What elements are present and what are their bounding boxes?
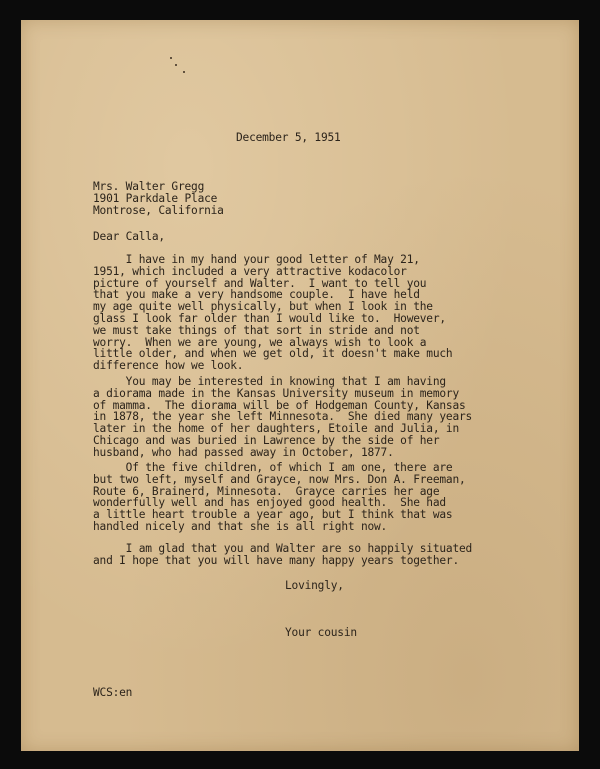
closing: Lovingly, <box>285 579 344 592</box>
body-paragraph <box>93 543 472 567</box>
body-line: we must take things of that sort in stride and not <box>93 323 420 337</box>
body-line: Chicago and was buried in Lawrence by the side of her <box>93 433 440 447</box>
body-paragraph <box>93 462 466 533</box>
body-line: handled nicely and that she is all right now. <box>93 519 388 533</box>
body-line: and I hope that you will have many happy years together. <box>93 553 459 567</box>
body-paragraph <box>93 254 452 372</box>
body-line: little older, and when we get old, it doesn't make much <box>93 347 453 361</box>
body-line: wonderfully well and has enjoyed good health. She had <box>93 496 446 510</box>
body-line: my age quite well physically, but when I look in the <box>93 300 433 314</box>
body-line: husband, who had passed away in October, 1877. <box>93 445 394 459</box>
body-line: You may be interested in knowing that I am having <box>93 375 446 388</box>
ink-speck <box>170 57 172 59</box>
body-paragraph <box>93 376 472 459</box>
ink-speck <box>183 71 185 73</box>
body-line: difference how we look. <box>93 359 244 373</box>
body-line: worry. When we are young, we always wish to look a <box>93 335 427 349</box>
salutation: Dear Calla, <box>93 230 165 243</box>
recipient-address <box>93 181 224 216</box>
address-line: Montrose, California <box>93 203 224 217</box>
body-line: later in the home of her daughters, Etoile and Julia, in <box>93 422 459 436</box>
signature-line: Your cousin <box>285 626 357 639</box>
address-line: Mrs. Walter Gregg <box>93 180 205 193</box>
body-line: I have in my hand your good letter of May 21, <box>93 253 420 266</box>
body-line: a little heart trouble a year ago, but I think that was <box>93 508 453 522</box>
typist-initials: WCS:en <box>93 686 133 699</box>
address-line: 1901 Parkdale Place <box>93 191 218 205</box>
body-line: picture of yourself and Walter. I want to tell you <box>93 276 427 290</box>
body-line: I am glad that you and Walter are so happily situated <box>93 542 473 555</box>
body-line: but two left, myself and Grayce, now Mrs. Don A. Freeman, <box>93 472 466 486</box>
body-line: glass I look far older than I would like to. However, <box>93 311 446 325</box>
body-line: of mamma. The diorama will be of Hodgeman County, Kansas <box>93 398 466 412</box>
body-line: a diorama made in the Kansas University museum in memory <box>93 386 459 400</box>
body-line: 1951, which included a very attractive kodacolor <box>93 264 407 278</box>
body-line: Route 6, Brainerd, Minnesota. Grayce carries her age <box>93 484 440 498</box>
body-line: that you make a very handsome couple. I have held <box>93 288 420 302</box>
letter-date: December 5, 1951 <box>236 131 341 144</box>
ink-speck <box>175 64 177 66</box>
body-line: in 1878, the year she left Minnesota. She died many years <box>93 410 473 424</box>
body-line: Of the five children, of which I am one, there are <box>93 461 453 474</box>
